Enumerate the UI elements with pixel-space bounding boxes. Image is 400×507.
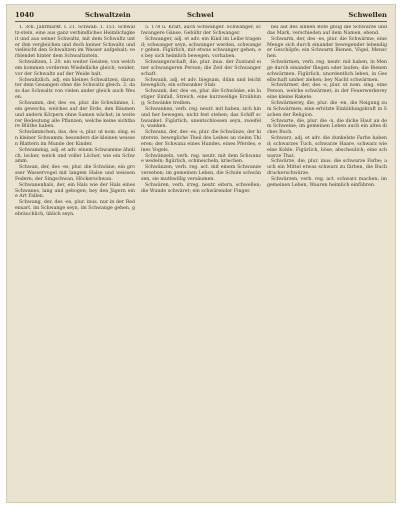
dictionary-entry: Schwanger, adj. et adv. ein Kind im Leibe tragend; schwanger seyn, schwanger werden, schwanger gehen. Figürlich, mit etwas schwanger gehen, es bey sich heimlich bewegen, vorhaben.: [141, 36, 261, 60]
dictionary-entry: 5. 178 u. Kraft, auch Schwanger. Schwanger, schwangere Gänse, Gebühr der Schwanger.: [141, 25, 261, 36]
dictionary-entry: Schwarz, adj. et adv. die dunkelste Farbe habend; schwarzes Tuch, schwarze Haare, schwarz wie eine Kohle. Figürlich, böse, abscheulich; eine schwarze That.: [267, 136, 387, 159]
dictionary-entry: Schwärmen, verb. reg. neutr. mit haben, in Menge durch einander fliegen oder laufen; die Bienen schwärmen. Figürlich, unordentlich leben, in Gesellschaft umher ziehen; bey Nacht schwärmen.: [267, 60, 387, 83]
dictionary-entry: Schwanken, verb. reg. neutr. mit haben, sich hin und her bewegen, nicht fest stehen; das Schiff schwanket. Figürlich, unentschlossen seyn, zweifeln, wanken.: [141, 106, 261, 130]
dictionary-entry: 1. 3ch. Jahrmarkt. I. 21. Schwab. 1. 151. Schwaltz-stein, eine aus ganz verbindliches Heimlichigkeit und aus seiner Schwaltz, mit dem Schwaltz unter ihm vergleichen und doch keiner Schwaltz und vielleicht den Schwaltzen im Wasser aufgehalt; verblendet hinter dem Schwaltzstein.: [15, 25, 135, 60]
dictionary-entry: bei auf des sinnen Bote gnug die Schwarze und das Mark, verschieden auf dem Namen, ebend.: [267, 25, 387, 36]
left-headword: Schwaltzein: [85, 11, 131, 19]
column-middle: [141, 25, 261, 496]
dictionary-entry: Schwank, adj. et adv. biegsam, dünn und leicht beweglich; ein schwanker Stab.: [141, 77, 261, 89]
dictionary-entry: Schwarte, die, plur. die -n, die dicke Haut an dem Schweine; im gemeinen Leben auch ein altes dickes Buch.: [267, 118, 387, 136]
text-columns: [15, 25, 387, 496]
dictionary-entry: Schwämmchen, das, des -s, plur. ut nom. sing. ein kleiner Schwamm; besonders die kleinen weissen Blattern im Munde der Kinder.: [15, 130, 135, 147]
page-header: [15, 9, 387, 21]
dictionary-entry: Schwank, der, des -es, plur. die Schwänke, ein lustiger Einfall, Streich, eine kurzweilige Erzählung; Schwänke treiben.: [141, 89, 261, 106]
page-number: 1040: [15, 11, 34, 19]
dictionary-page: [6, 4, 396, 503]
column-right: [267, 25, 387, 496]
dictionary-entry: Schwärzen, verb. reg. act. schwarz machen; im gemeinen Leben, Waaren heimlich einführen.: [267, 176, 387, 188]
dictionary-entry: Schwamm, der, des -es, plur. die Schwämme, I. ein gewechs, welches auf der Erde, den Bäumen und andern Körpern ohne Samen wächst; in weiterer Bedeutung alle Pflanzen, welche keine sichtbare Blüthe haben.: [15, 100, 135, 130]
dictionary-entry: Schwärmer, der, des -s, plur. ut nom. sing. eine Person, welche schwärmet; in der Feuerwerkerey eine kleine Rakete.: [267, 83, 387, 101]
dictionary-entry: Schwanz, der, des -es, plur. die Schwänze, der hinterste, bewegliche Theil des Leibes an vielen Thieren; der Schwanz eines Hundes, eines Pferdes, eines Vogels.: [141, 130, 261, 153]
dictionary-entry: Schwammig, adj. et adv. einem Schwamme ähnlich, locker, weich und voller Löcher, wie ein Schwamm.: [15, 147, 135, 165]
dictionary-entry: Schwänzen, verb. reg. act. mit einem Schwanze versehen; im gemeinen Leben, die Schule schwänzen, sie muthwillig versäumen.: [141, 165, 261, 182]
dictionary-entry: Schwarm, der, des -es, plur. die Schwärme, eine Menge sich durch einander bewegender lebendiger Geschöpfe; ein Schwarm Bienen, Vögel, Menschen.: [267, 36, 387, 60]
dictionary-entry: Schwänzeln, verb. reg. neutr. mit dem Schwanze wedeln; figürlich, schmeicheln, kriechen.: [141, 153, 261, 165]
right-headword: Schwellen: [348, 11, 387, 19]
center-headword: Schwel: [187, 11, 214, 19]
dictionary-entry: Schwären, verb. irreg. neutr. eitern, schwellen; die Wunde schwäret; ein schwärender Finger.: [141, 182, 261, 194]
header-rule: [15, 21, 387, 22]
dictionary-entry: Schwanenhals, der, ein Hals wie der Hals eines Schwanes, lang und gebogen; bey den Jägern eine Art Fallen.: [15, 182, 135, 200]
dictionary-entry: Schwärze, die, plur. inus. die schwarze Farbe; auch ein Mittel etwas schwarz zu färben, die Buchdruckerschwärze.: [267, 159, 387, 177]
dictionary-entry: Schwang, der, des -es, plur. inus. nur in der Redensart, im Schwange seyn, im Schwange gehen, gebräuchlich, üblich seyn.: [15, 200, 135, 217]
dictionary-entry: Schwaltzen, I. 20. ein weiter Geisten, von welchem kommen vorderem Wiedelliche gleich; weider, vor der Schwaltz auf der Weide halt.: [15, 60, 135, 77]
dictionary-entry: Schwärmerey, die, plur. die -en, die Neigung zum Schwärmen; eine erhitzte Einbildungskraft in Sachen der Religion.: [267, 100, 387, 118]
column-left: [15, 25, 135, 496]
dictionary-entry: Schwaltzlich, adj. ein kleines Schwaltzen, darunter dem Gesangen ohne die Schwaltz gleich. 2. dass das Schwaltz von vielen ander gleich auch Wesen.: [15, 77, 135, 101]
dictionary-entry: Schwan, der, des -es, plur. die Schwäne, ein grosser Wasservogel mit langem Halse und weissen Federn; der Singschwan, Höckerschwan.: [15, 165, 135, 182]
dictionary-entry: Schwangerschaft, die, plur. inus. der Zustand einer schwangeren Person; die Zeit der Schwangerschaft.: [141, 60, 261, 77]
